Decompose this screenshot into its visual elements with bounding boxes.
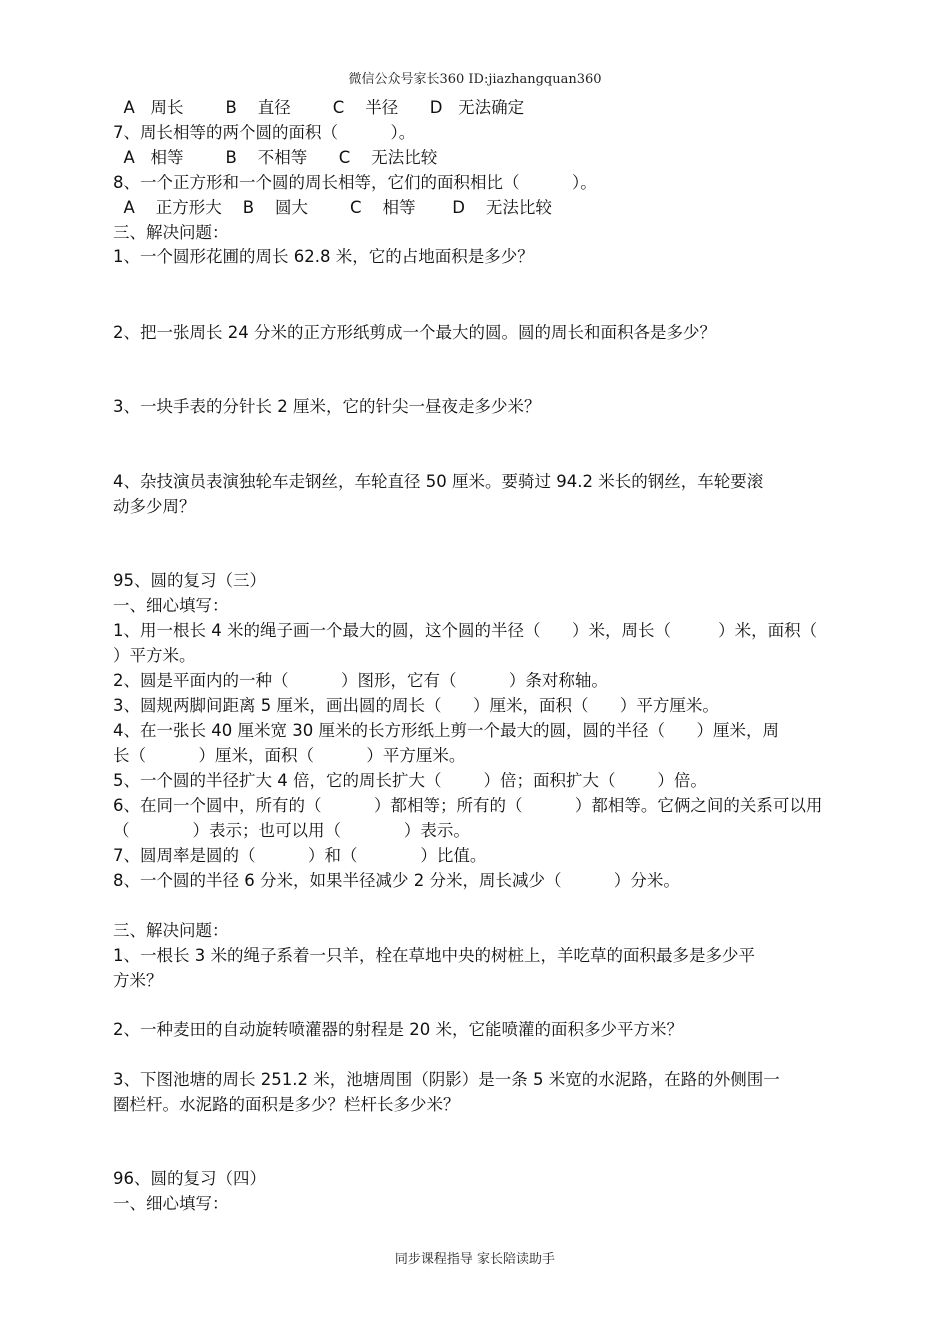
- text-line: 动多少周？: [113, 497, 196, 516]
- text-line: 三、解决问题：: [113, 223, 229, 242]
- text-line: A 周长 B 直径 C 半径 D 无法确定: [113, 98, 525, 117]
- text-line: 5、一个圆的半径扩大 4 倍，它的周长扩大（ ）倍；面积扩大（ ）倍。: [113, 771, 707, 790]
- text-line: 1、用一根长 4 米的绳子画一个最大的圆，这个圆的半径（ ）米，周长（ ）米，面积（: [113, 621, 818, 640]
- text-line: 8、一个圆的半径 6 分米，如果半径减少 2 分米，周长减少（ ）分米。: [113, 871, 680, 890]
- text-line: 3、下图池塘的周长 251.2 米，池塘周围（阴影）是一条 5 米宽的水泥路，在路的外侧围一: [113, 1070, 780, 1089]
- text-line: A 正方形大 B 圆大 C 相等 D 无法比较: [113, 198, 552, 217]
- text-line: 圈栏杆。水泥路的面积是多少？栏杆长多少米？: [113, 1095, 460, 1114]
- text-line: A 相等 B 不相等 C 无法比较: [113, 148, 438, 167]
- text-line: 7、周长相等的两个圆的面积（ ）。: [113, 123, 416, 142]
- text-line: ）平方米。: [113, 646, 196, 665]
- text-line: 一、细心填写：: [113, 1194, 229, 1213]
- text-line: 2、圆是平面内的一种（ ）图形，它有（ ）条对称轴。: [113, 671, 608, 690]
- page-footer: 同步课程指导 家长陪读助手: [394, 1252, 556, 1267]
- text-line: 6、在同一个圆中，所有的（ ）都相等；所有的（ ）都相等。它俩之间的关系可以用: [113, 796, 823, 815]
- text-line: 三、解决问题：: [113, 921, 229, 940]
- text-line: 3、一块手表的分针长 2 厘米，它的针尖一昼夜走多少米？: [113, 397, 541, 416]
- text-line: 一、细心填写：: [113, 596, 229, 615]
- text-line: 4、杂技演员表演独轮车走钢丝，车轮直径 50 厘米。要骑过 94.2 米长的钢丝，车轮要滚: [113, 472, 764, 491]
- text-line: （ ）表示；也可以用（ ）表示。: [113, 821, 470, 840]
- text-line: 方米？: [113, 971, 163, 990]
- text-line: 7、圆周率是圆的（ ）和（ ）比值。: [113, 846, 487, 865]
- text-line: 2、一种麦田的自动旋转喷灌器的射程是 20 米，它能喷灌的面积多少平方米？: [113, 1020, 683, 1039]
- text-line: 1、一根长 3 米的绳子系着一只羊，栓在草地中央的树桩上，羊吃草的面积最多是多少平: [113, 946, 755, 965]
- text-line: 95、圆的复习（三）: [113, 571, 266, 590]
- text-line: 3、圆规两脚间距离 5 厘米，画出圆的周长（ ）厘米，面积（ ）平方厘米。: [113, 696, 719, 715]
- text-line: 长（ ）厘米，面积（ ）平方厘米。: [113, 746, 466, 765]
- text-line: 96、圆的复习（四）: [113, 1169, 266, 1188]
- text-line: 4、在一张长 40 厘米宽 30 厘米的长方形纸上剪一个最大的圆，圆的半径（ ）厘米，周: [113, 721, 779, 740]
- text-line: 1、一个圆形花圃的周长 62.8 米，它的占地面积是多少？: [113, 247, 534, 266]
- text-line: 2、把一张周长 24 分米的正方形纸剪成一个最大的圆。圆的周长和面积各是多少？: [113, 323, 716, 342]
- text-line: 8、一个正方形和一个圆的周长相等，它们的面积相比（ ）。: [113, 173, 597, 192]
- page-header: 微信公众号家长360 ID:jiazhangquan360: [348, 72, 602, 87]
